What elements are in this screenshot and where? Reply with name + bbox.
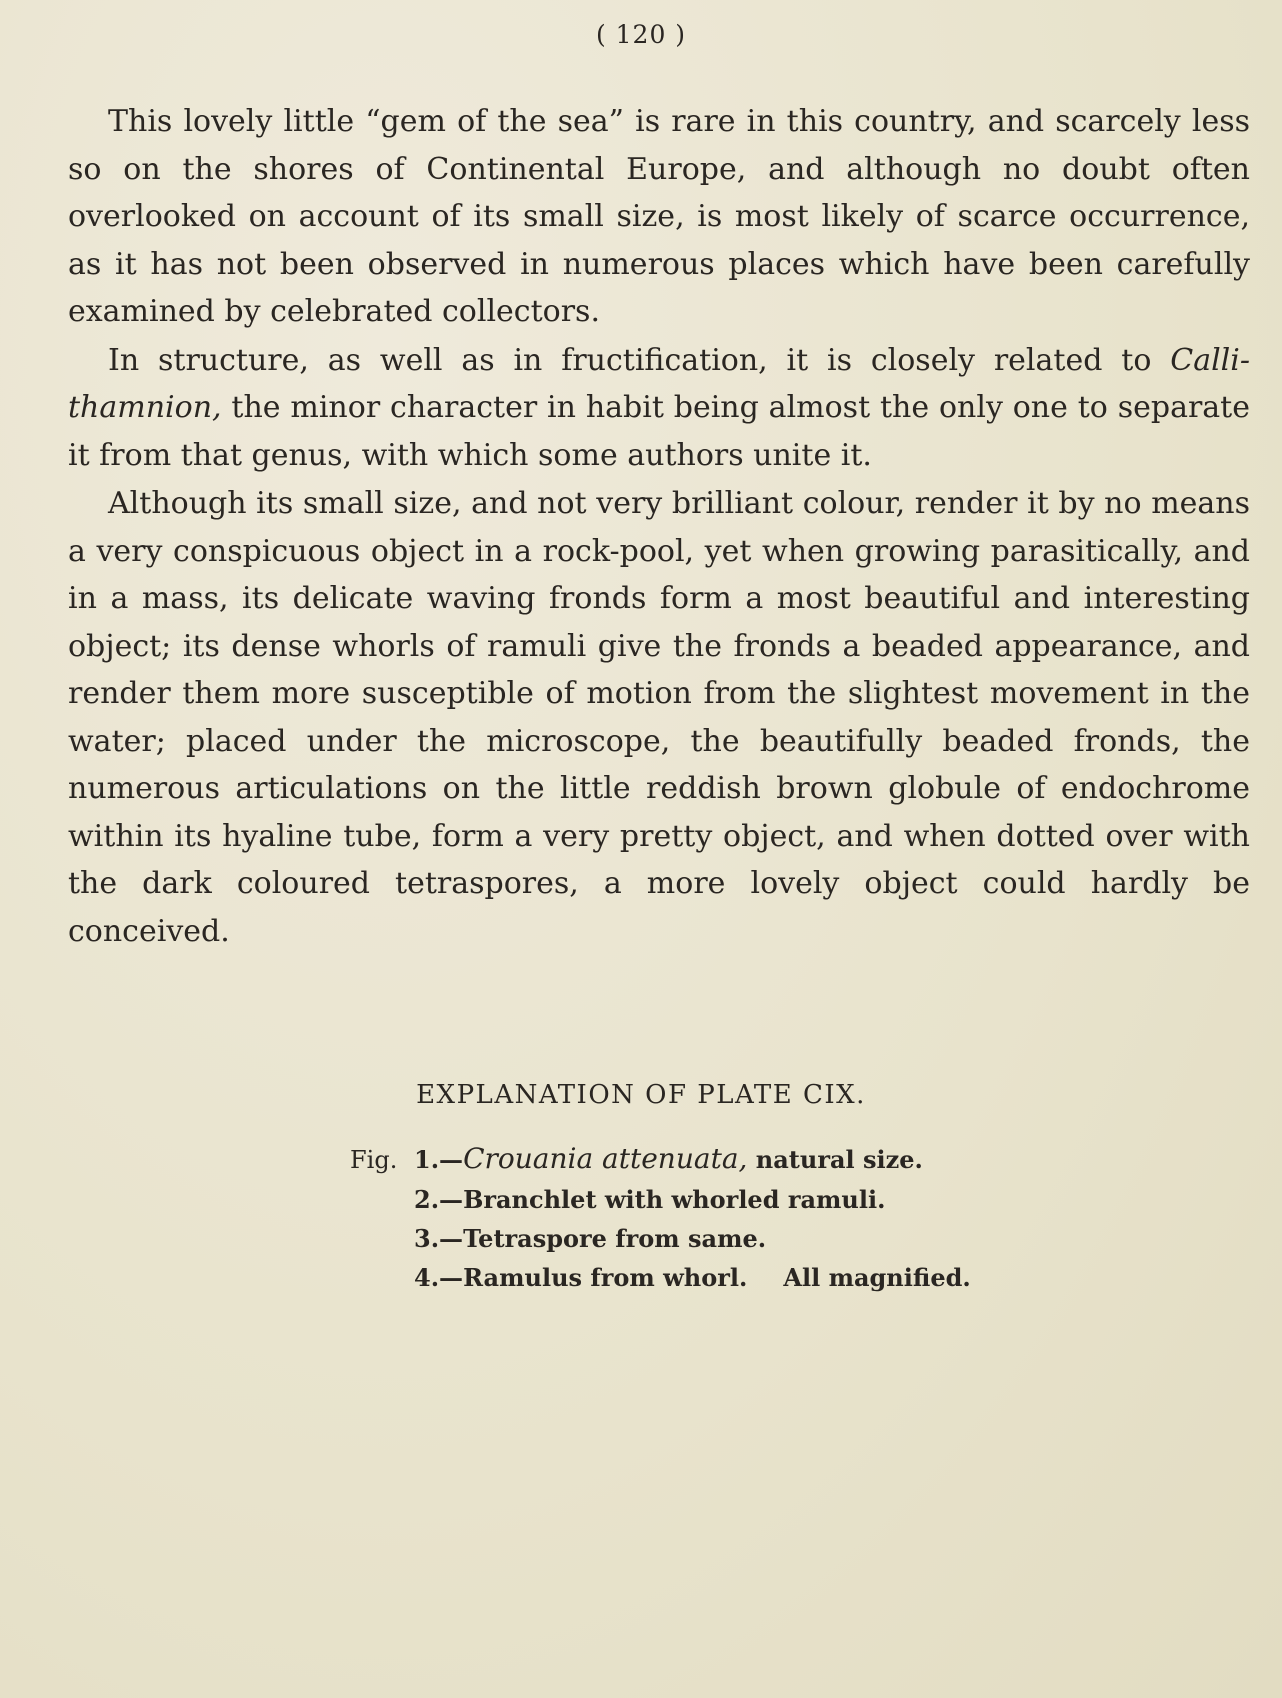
figure-caption: Tetraspore from same. bbox=[463, 1224, 767, 1253]
figure-number: 1.— bbox=[414, 1145, 464, 1174]
fig-prefix: Fig. bbox=[350, 1146, 398, 1174]
paragraph-2-start: In structure, as well as in fructification, it is closely related to bbox=[108, 342, 1171, 378]
figure-item-3 bbox=[350, 1219, 971, 1258]
paragraph-2-end: the minor character in habit being almost the only one to separate it from that genus, with which some authors unite it. bbox=[68, 390, 1250, 473]
figure-caption: Ramulus from whorl. bbox=[463, 1263, 748, 1292]
species-name: Crouania attenuata, bbox=[463, 1142, 748, 1175]
paragraph-3: Although its small size, and not very brilliant colour, render it by no means a very conspicuous object in a rock-pool, yet when growing parasitically, and in a mass, its delicate waving fronds form a most beautiful and interesting object; its dense whorls of ramuli give the fronds a beaded appearance, and render them more susceptible of motion from the slightest movement in the water; placed under the microscope, the beautifully beaded fronds, the numerous articulations on the little reddish brown globule of endochrome within its hyaline tube, form a very pretty object, and when dotted over with the dark coloured tetraspores, a more lovely object could hardly be conceived. bbox=[68, 486, 1250, 949]
plate-explanation-title: EXPLANATION OF PLATE CIX. bbox=[416, 1080, 866, 1110]
figure-item-2 bbox=[350, 1180, 971, 1219]
figure-item-4 bbox=[350, 1258, 971, 1297]
figure-number: 3.— bbox=[414, 1224, 464, 1253]
figure-caption: natural size. bbox=[747, 1145, 923, 1174]
figure-item-1 bbox=[350, 1139, 971, 1180]
figure-number: 2.— bbox=[414, 1185, 464, 1214]
body-text bbox=[68, 98, 1250, 955]
paragraph-1: This lovely little “gem of the sea” is rare in this country, and scarcely less so on the shores of Continental Europe, and although no doubt often overlooked on account of its small size, is most likely of scarce occurrence, as it has not been observed in numerous places which have been carefully examined by celebrated collectors. bbox=[68, 104, 1250, 329]
paragraph-2 bbox=[68, 337, 1250, 480]
plate-figure-list bbox=[350, 1139, 971, 1297]
figure-caption: Branchlet with whorled ramuli. bbox=[463, 1185, 886, 1214]
figure-note: All magnified. bbox=[783, 1263, 971, 1292]
genus-name-callithamnion: Callithamnion, bbox=[68, 342, 1250, 425]
page-number: ( 120 ) bbox=[595, 20, 687, 49]
figure-number: 4.— bbox=[414, 1263, 464, 1292]
